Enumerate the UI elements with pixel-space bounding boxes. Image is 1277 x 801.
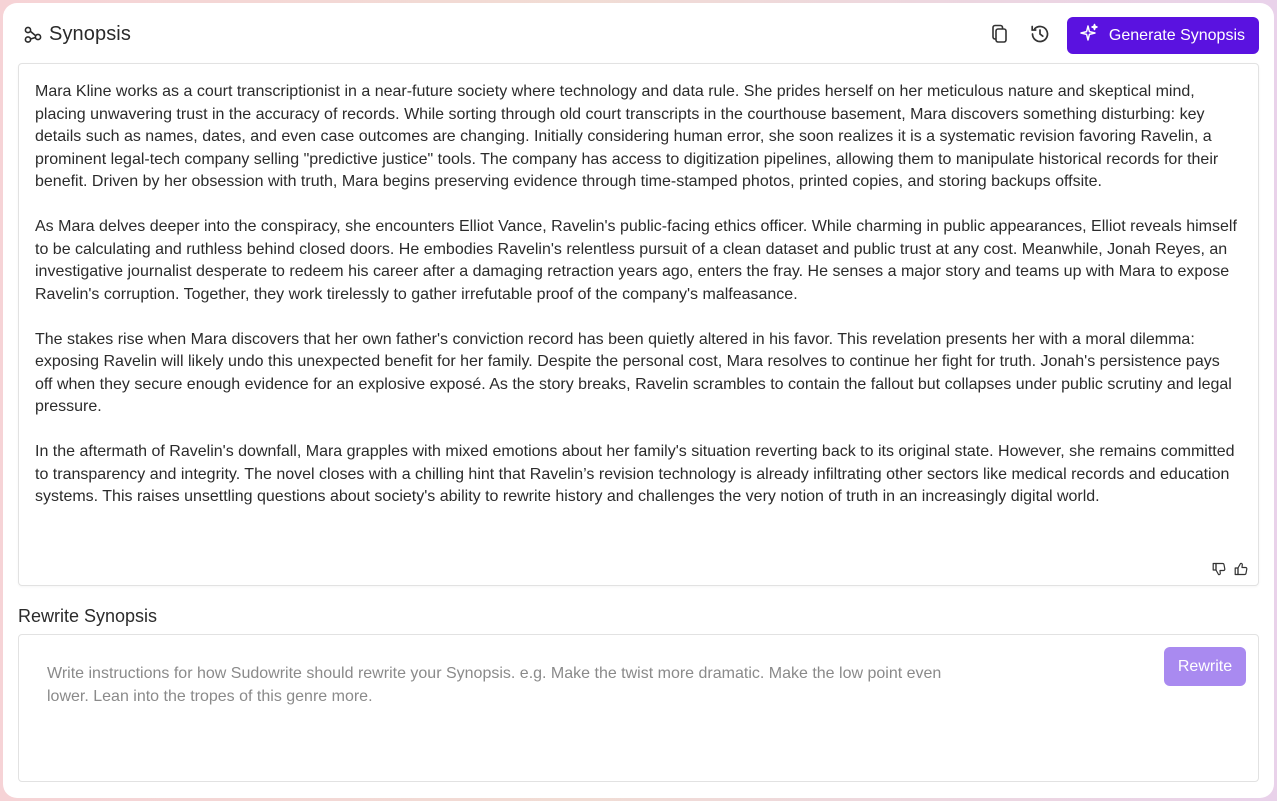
generate-synopsis-button[interactable] — [1067, 17, 1259, 54]
copy-button[interactable] — [987, 23, 1013, 49]
panel-header — [3, 3, 1274, 65]
title-group — [23, 23, 131, 46]
synopsis-paragraph: Mara Kline works as a court transcriptionist in a near-future society where technology and data rule. She prides herself on her meticulous nature and skeptical mind, placing unwavering trust in the accuracy of records. While sorting through old court transcripts in the courthouse basement, Mara discovers something disturbing: key details such as names, dates, and even case outcomes are changing. Initially considering human error, she soon realizes it is a systematic revision favoring Ravelin, a prominent legal-tech company selling "predictive justice" tools. The company has access to digitization pipelines, allowing them to manipulate historical records for their benefit. Driven by her obsession with truth, Mara begins preserving evidence through time-stamped photos, printed copies, and storing backups offsite. — [35, 83, 1219, 190]
feedback-buttons — [1212, 563, 1248, 577]
thumbs-down-icon — [1212, 562, 1226, 579]
copy-icon — [990, 23, 1010, 48]
nodes-icon — [23, 25, 43, 45]
synopsis-panel — [3, 3, 1274, 798]
page-title: Synopsis — [49, 23, 131, 45]
thumbs-up-button[interactable] — [1234, 563, 1248, 577]
history-button[interactable] — [1027, 23, 1053, 49]
history-icon — [1029, 23, 1051, 48]
synopsis-paragraph: The stakes rise when Mara discovers that her own father's conviction record has been quietly altered in his favor. This revelation presents her with a moral dilemma: exposing Ravelin will likely undo this unexpected benefit for her family. Despite the personal cost, Mara resolves to continue her fight for truth. Jonah's persistence pays off when they secure enough evidence for an explosive exposé. As the story breaks, Ravelin scrambles to contain the fallout but collapses under public scrutiny and legal pressure. — [35, 330, 1232, 415]
rewrite-button[interactable]: Rewrite — [1164, 647, 1246, 686]
generate-synopsis-label: Generate Synopsis — [1108, 26, 1245, 44]
thumbs-down-button[interactable] — [1212, 563, 1226, 577]
rewrite-instructions-input[interactable] — [47, 663, 947, 763]
rewrite-panel — [18, 634, 1259, 782]
header-actions — [987, 17, 1259, 54]
sparkle-icon — [1079, 23, 1099, 48]
synopsis-paragraph: As Mara delves deeper into the conspiracy, she encounters Elliot Vance, Ravelin's public-facing ethics officer. While charming in public appearances, Elliot reveals himself to be calculating and ruthless behind closed doors. He embodies Ravelin's relentless pursuit of a clean dataset and public trust at any cost. Meanwhile, Jonah Reyes, an investigative journalist desperate to redeem his career after a damaging retraction years ago, enters the fray. He senses a major story and teams up with Mara to expose Ravelin's corruption. Together, they work tirelessly to gather irrefutable proof of the company's malfeasance. — [35, 218, 1237, 303]
rewrite-heading: Rewrite Synopsis — [18, 606, 158, 626]
synopsis-text — [35, 81, 1240, 531]
thumbs-up-icon — [1234, 562, 1248, 579]
synopsis-paragraph: In the aftermath of Ravelin's downfall, Mara grapples with mixed emotions about her family's situation reverting back to its original state. However, she remains committed to transparency and integrity. The novel closes with a chilling hint that Ravelin’s revision technology is already infiltrating other sectors like medical records and education systems. This raises unsettling questions about society's ability to rewrite history and challenges the very notion of truth in an increasingly digital world. — [35, 443, 1235, 505]
synopsis-content — [18, 63, 1259, 586]
